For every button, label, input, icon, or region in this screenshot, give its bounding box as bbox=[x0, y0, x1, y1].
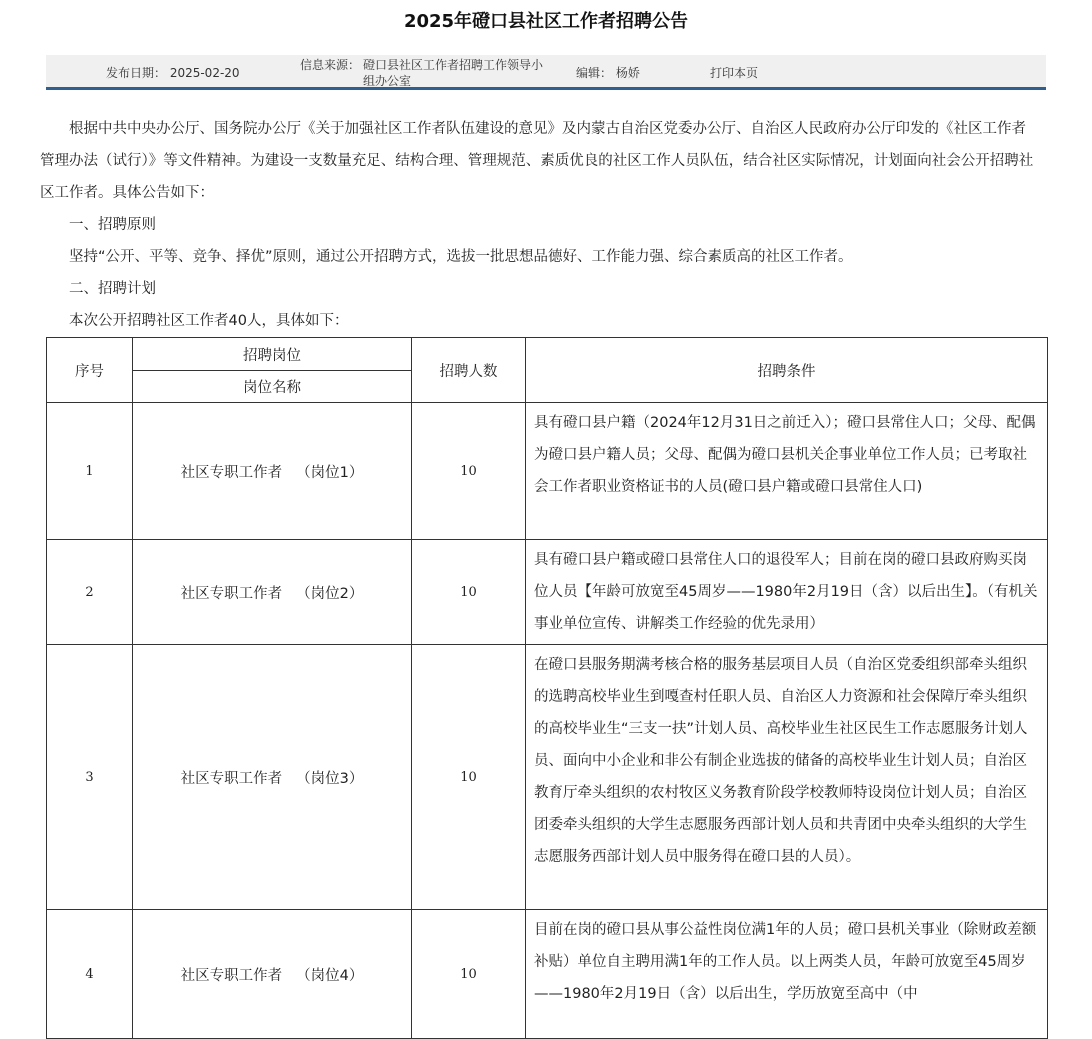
post-name-text: 社区专职工作者 bbox=[180, 464, 283, 481]
row-count: 10 bbox=[412, 540, 526, 645]
source-label: 信息来源： bbox=[300, 58, 361, 72]
recruitment-table bbox=[46, 337, 1048, 1039]
table-row bbox=[47, 403, 1048, 540]
post-name-text: 社区专职工作者 bbox=[180, 585, 283, 602]
table-row bbox=[47, 540, 1048, 645]
table-row bbox=[47, 645, 1048, 910]
row-count: 10 bbox=[412, 403, 526, 540]
header-count: 招聘人数 bbox=[412, 338, 526, 403]
header-post: 招聘岗位 bbox=[133, 338, 412, 371]
row-conditions: 具有磴口县户籍（2024年12月31日之前迁入）；磴口县常住人口；父母、配偶为磴口县户籍人员；父母、配偶为磴口县机关企事业单位工作人员；已考取社会工作者职业资格证书的人员(磴口县户籍或磴口县常住人口) bbox=[526, 403, 1048, 540]
row-conditions: 目前在岗的磴口县从事公益性岗位满1年的人员；磴口县机关事业（除财政差额补贴）单位自主聘用满1年的工作人员。以上两类人员，年龄可放宽至45周岁——1980年2月19日（含）以后出生，学历放宽至高中（中 bbox=[526, 910, 1048, 1039]
post-tag: （岗位4） bbox=[296, 967, 364, 984]
page-title: 2025年磴口县社区工作者招聘公告 bbox=[403, 11, 689, 32]
section-heading-plan: 二、招聘计划 bbox=[69, 281, 156, 297]
header-conditions: 招聘条件 bbox=[526, 338, 1048, 403]
plan-paragraph: 本次公开招聘社区工作者40人，具体如下： bbox=[69, 313, 349, 329]
header-seq: 序号 bbox=[47, 338, 133, 403]
row-seq: 4 bbox=[47, 910, 133, 1039]
row-post-name bbox=[133, 540, 412, 645]
post-tag: （岗位3） bbox=[296, 770, 364, 787]
row-seq: 3 bbox=[47, 645, 133, 910]
intro-paragraph: 根据中共中央办公厅、国务院办公厅《关于加强社区工作者队伍建设的意见》及内蒙古自治区党委办公厅、自治区人民政府办公厅印发的《社区工作者管理办法（试行）》等文件精神。为建设一支数量充足、结构合理、管理规范、素质优良的社区工作人员队伍，结合社区实际情况，计划面向社会公开招聘社区工作者。具体公告如下： bbox=[40, 121, 1034, 201]
row-count: 10 bbox=[412, 645, 526, 910]
article-meta-bar bbox=[46, 55, 1046, 90]
row-count: 10 bbox=[412, 910, 526, 1039]
post-tag: （岗位1） bbox=[296, 464, 364, 481]
row-post-name bbox=[133, 403, 412, 540]
post-name-text: 社区专职工作者 bbox=[180, 770, 283, 787]
article-body bbox=[40, 113, 1040, 337]
row-seq: 2 bbox=[47, 540, 133, 645]
section-heading-principle: 一、招聘原则 bbox=[69, 217, 156, 233]
row-conditions: 具有磴口县户籍或磴口县常住人口的退役军人；目前在岗的磴口县政府购买岗位人员【年龄可放宽至45周岁——1980年2月19日（含）以后出生】。（有机关事业单位宣传、讲解类工作经验的优先录用） bbox=[526, 540, 1048, 645]
row-conditions: 在磴口县服务期满考核合格的服务基层项目人员（自治区党委组织部牵头组织的选聘高校毕业生到嘎查村任职人员、自治区人力资源和社会保障厅牵头组织的高校毕业生“三支一扶”计划人员、高校毕业生社区民生工作志愿服务计划人员、面向中小企业和非公有制企业选拔的储备的高校毕业生计划人员；自治区教育厅牵头组织的农村牧区义务教育阶段学校教师特设岗位计划人员；自治区团委牵头组织的大学生志愿服务西部计划人员和共青团中央牵头组织的大学生志愿服务西部计划人员中服务得在磴口县的人员）。 bbox=[526, 645, 1048, 910]
table-row bbox=[47, 910, 1048, 1039]
source-value: 磴口县社区工作者招聘工作领导小组办公室 bbox=[363, 58, 544, 88]
publish-date: 发布日期： 2025-02-20 bbox=[106, 66, 240, 80]
post-name-text: 社区专职工作者 bbox=[180, 967, 283, 984]
row-seq: 1 bbox=[47, 403, 133, 540]
row-post-name bbox=[133, 645, 412, 910]
header-post-name: 岗位名称 bbox=[133, 371, 412, 403]
editor: 编辑： 杨娇 bbox=[576, 66, 640, 80]
print-page-link[interactable]: 打印本页 bbox=[710, 66, 759, 80]
principle-paragraph: 坚持“公开、平等、竞争、择优”原则，通过公开招聘方式，选拔一批思想品德好、工作能力强、综合素质高的社区工作者。 bbox=[69, 249, 853, 265]
post-tag: （岗位2） bbox=[296, 585, 364, 602]
row-post-name bbox=[133, 910, 412, 1039]
